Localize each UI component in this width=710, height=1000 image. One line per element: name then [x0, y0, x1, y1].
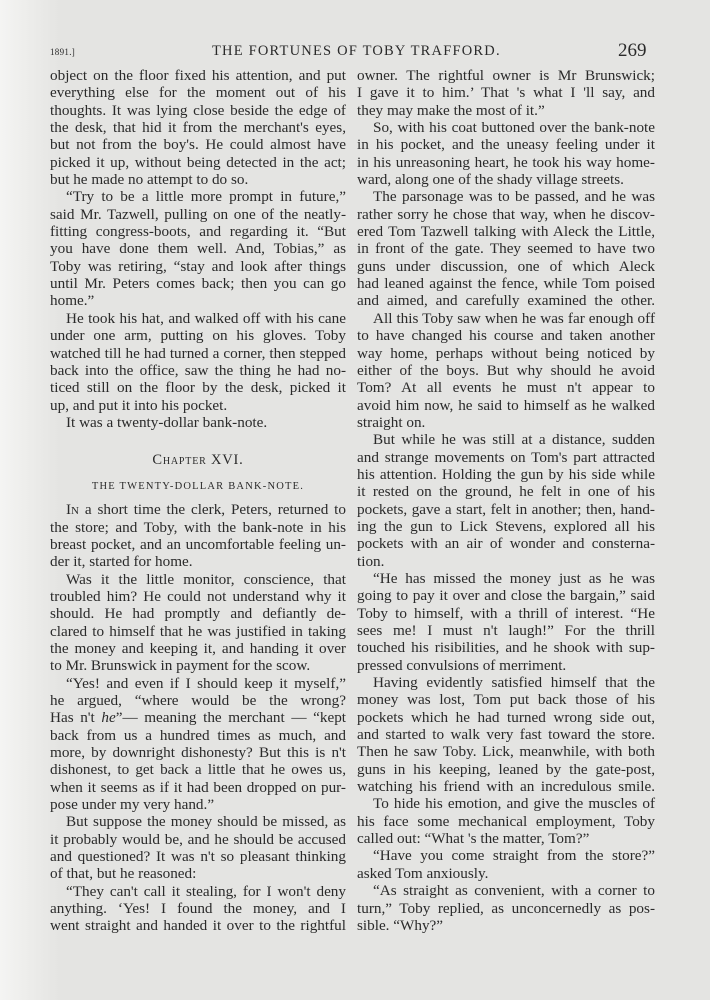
text-line: money was lost, Tom put back those of his — [357, 691, 655, 709]
text-line: and questioned? It was n't so pleasant thinking — [50, 848, 346, 866]
text-line: picked it up, without being detected in the act; — [50, 153, 346, 171]
text-line: Tom? At all events he must n't appear to — [357, 379, 655, 397]
text-line: “Have you come straight from the store?” — [373, 847, 655, 865]
text-line: thoughts. It was lying close beside the edge of — [50, 101, 346, 119]
text-line: pose under my very hand.” — [50, 796, 215, 814]
page-number: 269 — [618, 40, 647, 61]
text-line: owner. The rightful owner is Mr Brunswick; — [357, 67, 655, 84]
text-line: “Yes! and even if I should keep it myself,” — [66, 674, 346, 692]
text-line: ing the gun to Lick Stevens, explored all his — [357, 517, 655, 535]
text-line: more, by downright dishonesty? But this is n't — [50, 744, 346, 762]
text-line: clared to himself that he was justified in taking — [50, 622, 346, 640]
italic-word: he — [101, 709, 116, 727]
text-line: ticed still on the floor by the desk, picked it — [50, 379, 346, 397]
text-line: ward, along one of the shady village streets. — [357, 171, 624, 189]
text-line: But while he was still at a distance, sudden — [373, 431, 655, 449]
text-line: Having evidently satisfied himself that the — [373, 674, 655, 692]
text-line: back from us a hundred times as much, and — [50, 726, 346, 744]
text-line: going to pay it over and close the bargain,” said — [357, 587, 655, 605]
text-line: The parsonage was to be passed, and he was — [373, 188, 655, 206]
text-line: Toby to himself, with a thrill of interest. “He — [357, 604, 655, 622]
text-line: watching his friend with an incredulous smile. — [357, 778, 655, 796]
text-line: “He has missed the money just as he was — [373, 569, 655, 587]
text-line: straight on. — [357, 413, 426, 431]
text-line: Was it the little monitor, conscience, that — [66, 570, 346, 588]
text-line: But suppose the money should be missed, as — [66, 813, 346, 831]
text-line: guns in his keeping, leaned by the gate-post, — [357, 760, 655, 778]
right-column — [357, 67, 655, 934]
text-line: it rested on the ground, he felt in one of his — [357, 483, 655, 501]
text-line: way home, perhaps without being noticed by — [357, 344, 655, 362]
text-line: So, with his coat buttoned over the bank-note — [373, 119, 655, 137]
text-line: To hide his emotion, and give the muscles of — [373, 795, 655, 813]
text-line: said Mr. Tazwell, pulling on one of the neatly- — [50, 205, 346, 223]
text-line: asked Tom anxiously. — [357, 864, 489, 882]
text-line: sees me! I must n't laugh!” For the thrill — [357, 622, 655, 639]
chapter-heading: Chapter XVI. — [152, 452, 244, 469]
text-line: and aimed, and carefully examined the other. — [357, 292, 655, 310]
text-line: It was a twenty-dollar bank-note. — [66, 413, 268, 431]
text-line: in front of the gate. They seemed to have two — [357, 240, 655, 258]
text-line: in his unreasoning heart, he took his way home- — [357, 153, 655, 171]
text-line: to have changed his course and taken another — [357, 327, 655, 345]
text-line: the desk, that hid it from the merchant's eyes, — [50, 119, 346, 137]
text-line: until Mr. Peters comes back; then you can go — [50, 275, 346, 293]
text-line: but he made no attempt to do so. — [50, 171, 249, 189]
text-line: ered Tom Tazwell talking with Aleck the Little, — [357, 223, 655, 241]
text-line: his attention. Holding the gun by his side while — [357, 465, 655, 483]
text-line: I gave it to him.’ That 's what I 'll say, and — [357, 84, 655, 102]
text-line: rather sorry he chose that way, when he discov- — [357, 205, 655, 223]
text-line: He took his hat, and walked off with his cane — [66, 309, 346, 327]
text-line: avoid him now, he said to himself as he walked — [357, 396, 655, 414]
text-line: Toby was retiring, “stay and look after things — [50, 257, 346, 275]
text-span: Has n't — [50, 709, 102, 727]
text-line: up, and put it into his pocket. — [50, 396, 228, 414]
text-line: he argued, “where would be the wrong? — [50, 692, 346, 709]
text-span: a short time the clerk, Peters, returned to — [79, 501, 346, 519]
text-line: guns under discussion, one of which Aleck — [357, 257, 655, 275]
text-line: watched till he had turned a corner, then stepped — [50, 344, 346, 362]
text-line: touched his risibilities, and he shook with sup- — [357, 639, 655, 657]
text-line: they may make the most of it.” — [357, 101, 545, 119]
text-line: went straight and handed it over to the rightful — [50, 917, 346, 935]
text-line: “They can't call it stealing, for I won't deny — [66, 882, 346, 900]
text-line: back into the office, saw the thing he had no- — [50, 361, 346, 379]
text-line: pressed convulsions of merriment. — [357, 656, 567, 674]
text-line: tion. — [357, 552, 385, 570]
text-line: when it seems as if it had been dropped on pur- — [50, 778, 346, 796]
text-line: and started to walk very fast toward the store. — [357, 726, 655, 744]
text-line: pockets with an air of wonder and consterna- — [357, 535, 655, 553]
text-line: the store; and Toby, with the bank-note in his — [50, 518, 346, 536]
text-line: had leaned against the fence, while Tom poised — [357, 275, 655, 293]
text-line: of that, but he reasoned: — [50, 865, 197, 883]
text-line: dishonest, to get back a little that he owes us, — [50, 761, 346, 779]
text-line: and strange movements on Tom's part attracted — [357, 448, 655, 466]
text-line: der it, started for home. — [50, 553, 193, 571]
left-column — [50, 67, 346, 935]
text-line: turn,” Toby replied, as unconcernedly as pos- — [357, 899, 655, 917]
text-line: home.” — [50, 292, 95, 310]
text-line: object on the floor fixed his attention, and put — [50, 67, 346, 84]
text-line: under one arm, putting on his gloves. Toby — [50, 327, 346, 345]
chapter-title: THE TWENTY-DOLLAR BANK-NOTE. — [91, 481, 305, 493]
text-line: it probably would be, and he should be accused — [50, 830, 346, 848]
text-span: ”— meaning the merchant — “kept — [115, 709, 347, 727]
text-line: to Mr. Brunswick in payment for the scow. — [50, 657, 311, 675]
text-line: but not from the boy's. He could almost have — [50, 136, 346, 154]
text-line: “As straight as convenient, with a corner to — [373, 882, 655, 900]
text-line: everything else for the moment out of his — [50, 84, 346, 102]
text-line: pockets, gave a start, felt in another; then, hand- — [357, 500, 655, 518]
text-line: troubled him? He could not understand why it — [50, 587, 346, 605]
text-line: called out: “What 's the matter, Tom?” — [357, 830, 590, 848]
text-line: sible. “Why?” — [357, 916, 444, 934]
text-line: Then he saw Toby. Lick, meanwhile, with both — [357, 743, 655, 761]
text-line: the money and keeping it, and handing it over — [50, 639, 346, 657]
text-line: fitting congress-boots, and regarding it. “But — [50, 223, 346, 241]
text-line: either of the boys. But why should he avoid — [357, 361, 655, 379]
drop-cap-word: In — [66, 501, 80, 519]
text-line: in his pocket, and the uneasy feeling under it — [357, 136, 655, 154]
running-title: THE FORTUNES OF TOBY TRAFFORD. — [212, 43, 501, 59]
text-line: anything. ‘Yes! I found the money, and I — [50, 900, 346, 918]
running-header — [0, 40, 710, 63]
header-year: 1891.] — [50, 47, 76, 57]
text-line — [50, 709, 346, 726]
text-line: you have done them well. And, Tobias,” as — [50, 240, 346, 258]
text-line: All this Toby saw when he was far enough off — [373, 309, 655, 327]
text-line: his face some mechanical employment, Toby — [357, 812, 655, 830]
text-line: should. He had promptly and defiantly de- — [50, 605, 346, 623]
text-line: “Try to be a little more prompt in future,” — [66, 188, 346, 206]
text-line: breast pocket, and an uncomfortable feeling un- — [50, 535, 346, 553]
text-line — [50, 501, 346, 518]
text-line: pockets which he had turned wrong side out, — [357, 708, 655, 726]
